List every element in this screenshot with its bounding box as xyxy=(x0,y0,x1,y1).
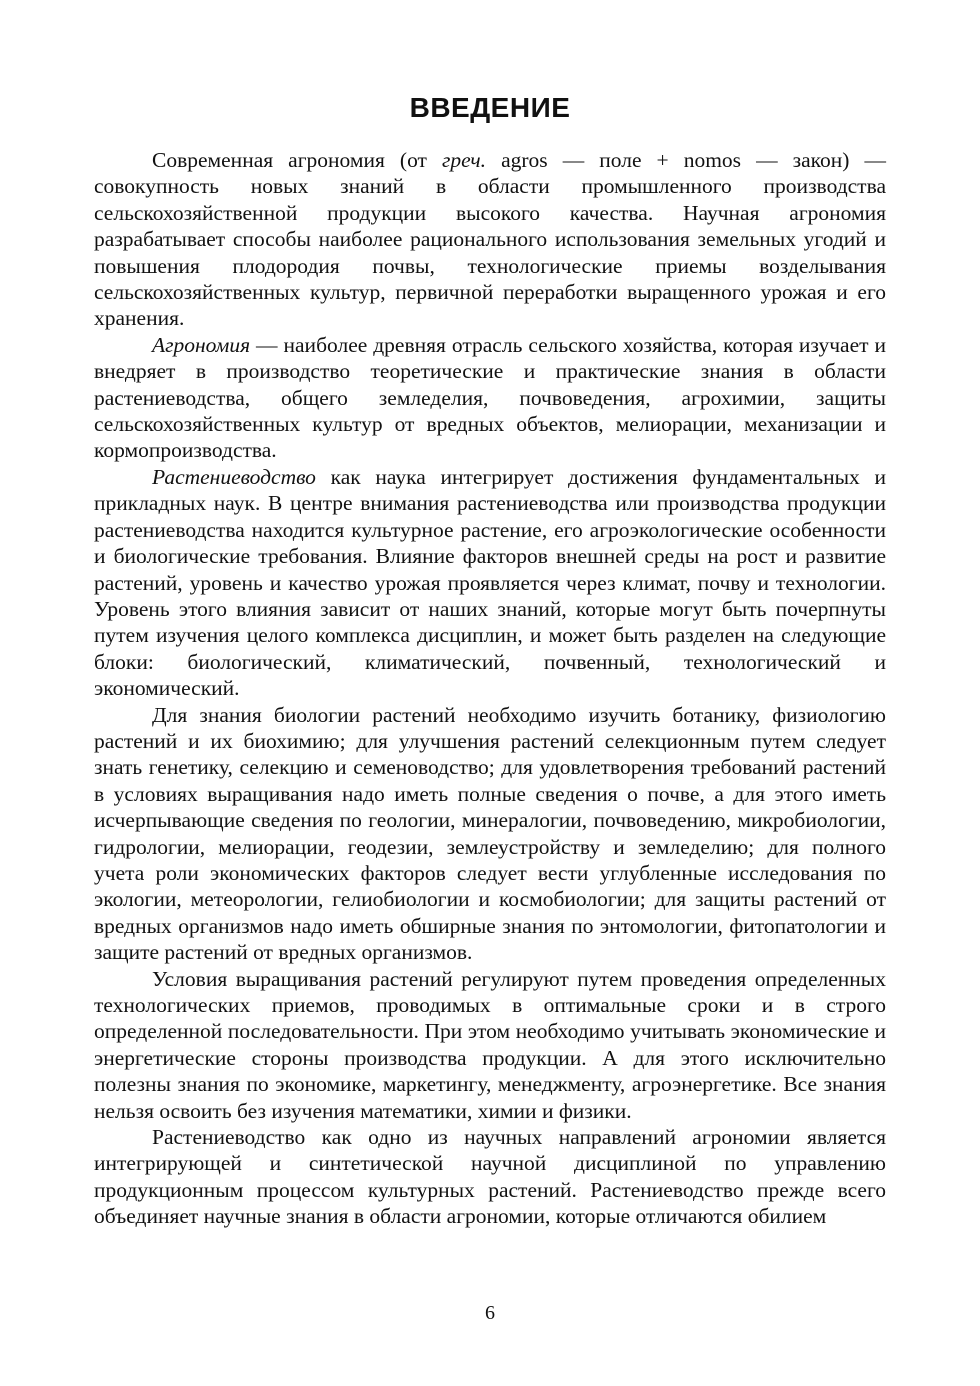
paragraph-growing-conditions xyxy=(94,966,886,1124)
paragraph-biology-knowledge xyxy=(94,702,886,966)
paragraph-integrating-discipline xyxy=(94,1124,886,1230)
paragraph-text: Растениеводство как одно из научных направлений агрономии является интегрирующей и синтетической научной дисциплиной по управлению продукционным процессом культурных растений. Растениеводство прежде всего объединяет научные знания в области агрономии, которые отличаются обилием xyxy=(94,1125,886,1229)
page-title: ВВЕДЕНИЕ xyxy=(409,92,571,123)
paragraph-text: Условия выращивания растений регулируют путем проведения определенных технологических приемов, проводимых в оптимальные сроки и в строго определенной последовательности. При этом необходимо учитывать экономические и энергетические стороны производства продукции. А для этого исключительно полезны знания по экономике, маркетингу, менеджменту, агроэнергетике. Все знания нельзя освоить без изучения математики, химии и физики. xyxy=(94,966,886,1123)
italic-term: Агрономия xyxy=(152,332,251,357)
paragraph-plant-growing xyxy=(94,464,886,702)
italic-term: греч. xyxy=(442,148,487,172)
paragraph-text: agros — поле + nomos — закон) — совокупность новых знаний в области промышленного производства сельскохозяйственной продукции высокого качества. Научная агрономия разрабатывает способы наиболее рационального использования земельных угодий и повышения плодородия почвы, технологические приемы возделывания сельскохозяйственных культур, первичной переработки выращенного урожая и его хранения. xyxy=(94,148,886,331)
paragraph-agronomy xyxy=(94,332,886,464)
paragraph-text: как наука интегрирует достижения фундаментальных и прикладных наук. В центре внимания растениеводства или производства продукции растениеводства находится культурное растение, его агроэкологические особенности и биологические требования. Влияние факторов внешней среды на рост и развитие растений, уровень и качество урожая проявляется через климат, почву и технологии. Уровень этого влияния зависит от наших знаний, которые могут быть почерпнуты путем изучения целого комплекса дисциплин, и может быть разделен на следующие блоки: биологический, климатический, почвенный, технологический и экономический. xyxy=(94,464,886,701)
paragraph-text: — наиболее древняя отрасль сельского хозяйства, которая изучает и внедряет в производство теоретические и практические знания в области растениеводства, общего земледелия, почвоведения, агрохимии, защиты сельскохозяйственных культур от вредных объектов, мелиорации, механизации и кормопроизводства. xyxy=(94,332,886,463)
body-text xyxy=(94,147,886,1230)
paragraph-text: Для знания биологии растений необходимо изучить ботанику, физиологию растений и их биохимию; для улучшения растений селекционным путем следует знать генетику, селекцию и семеноводство; для удовлетворения требований растений в условиях выращивания надо иметь полные сведения о почве, а для этого иметь исчерпывающие сведения по геологии, минералогии, почвоведению, микробиологии, гидрологии, мелиорации, геодезии, землеустройству и земледелию; для полного учета роли экономических факторов следует вести углубленные исследования по экологии, метеорологии, гелиобиологии и космобиологии; для защиты растений от вредных организмов надо иметь обширные знания по энтомологии, фитопатологии и защите растений от вредных организмов. xyxy=(94,702,886,965)
page-number: 6 xyxy=(485,1302,495,1324)
italic-term: Растениеводство xyxy=(152,464,316,489)
paragraph-agronomy-definition xyxy=(94,147,886,332)
paragraph-text: Современная агрономия (от xyxy=(152,148,442,172)
